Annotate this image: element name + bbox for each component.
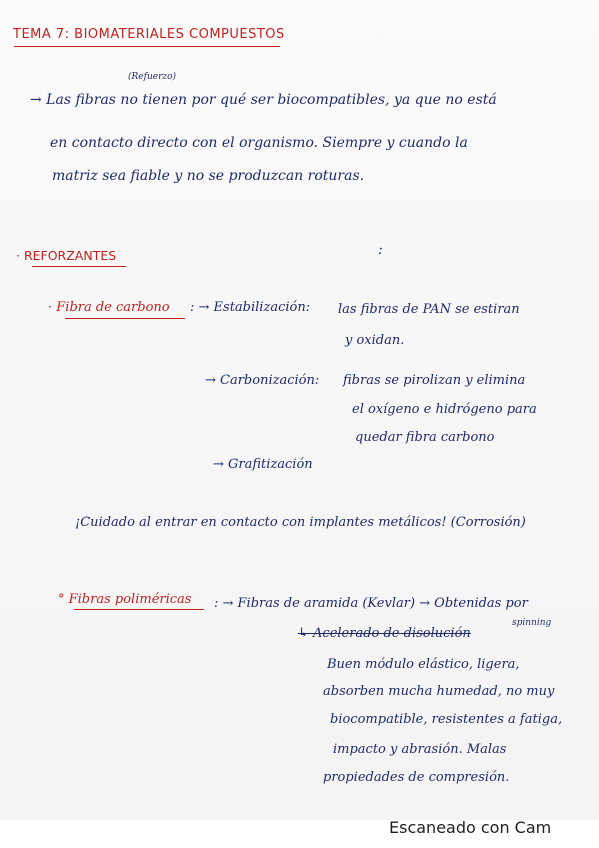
intro-line-3: matriz sea fiable y no se produzcan roturas. bbox=[52, 168, 365, 184]
colon-mark: : bbox=[378, 242, 383, 258]
page-title: TEMA 7: BIOMATERIALES COMPUESTOS bbox=[13, 27, 285, 42]
carbon-line-3: quedar fibra carbono bbox=[355, 430, 495, 445]
title-underline bbox=[14, 46, 280, 47]
section-underline bbox=[32, 266, 126, 267]
carbono-arrow-1: : → Estabilización: bbox=[190, 300, 311, 315]
estab-line-2: y oxidan. bbox=[345, 333, 405, 348]
spinning-note: spinning bbox=[512, 618, 552, 628]
carbono-label: · Fibra de carbono bbox=[48, 300, 170, 315]
polimericas-underline bbox=[74, 609, 204, 610]
polimericas-arrow-1: : → Fibras de aramida (Kevlar) → Obtenidas por bbox=[214, 596, 528, 611]
intro-line-1: → Las fibras no tienen por qué ser biocompatibles, ya que no está bbox=[30, 92, 497, 108]
carbono-arrow-2: → Carbonización: bbox=[205, 373, 320, 388]
carbon-line-2: el oxígeno e hidrógeno para bbox=[352, 402, 537, 417]
carbono-warning: ¡Cuidado al entrar en contacto con implantes metálicos! (Corrosión) bbox=[75, 515, 526, 530]
estab-line-1: las fibras de PAN se estiran bbox=[338, 302, 520, 317]
props-line-1: Buen módulo elástico, ligera, bbox=[327, 657, 520, 672]
props-line-3: biocompatible, resistentes a fatiga, bbox=[330, 712, 563, 727]
section-heading-reforzantes: · REFORZANTES bbox=[16, 248, 117, 263]
struck-text: ↳ Acelerado de disolución bbox=[298, 626, 471, 641]
intro-note: (Refuerzo) bbox=[128, 72, 177, 82]
intro-line-2: en contacto directo con el organismo. Siempre y cuando la bbox=[50, 135, 468, 151]
polimericas-label: ° Fibras poliméricas bbox=[58, 592, 192, 607]
carbon-line-1: fibras se pirolizan y elimina bbox=[343, 373, 526, 388]
scanner-watermark: Escaneado con Cam bbox=[389, 818, 552, 837]
props-line-4: impacto y abrasión. Malas bbox=[333, 742, 507, 757]
props-line-5: propiedades de compresión. bbox=[323, 770, 510, 785]
carbono-arrow-3: → Grafitización bbox=[213, 457, 313, 472]
props-line-2: absorben mucha humedad, no muy bbox=[323, 684, 555, 699]
carbono-underline bbox=[65, 318, 185, 319]
